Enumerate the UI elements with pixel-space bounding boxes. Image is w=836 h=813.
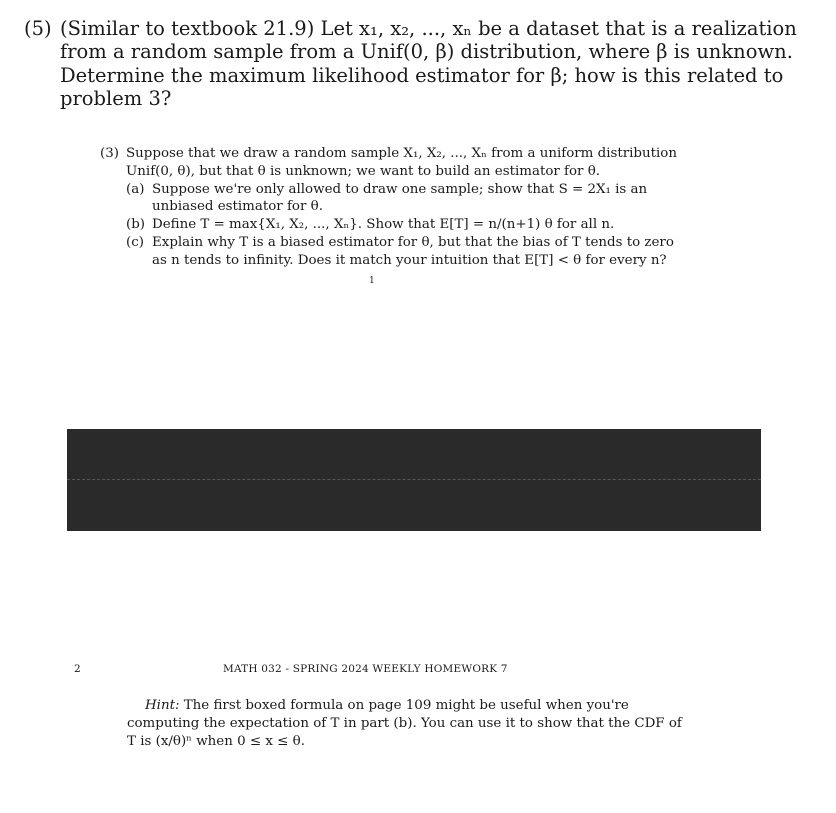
problem-5-number: (5) bbox=[24, 17, 52, 40]
problem-3-part-b bbox=[126, 216, 680, 234]
hint bbox=[127, 697, 687, 750]
problem-3-part-a bbox=[126, 181, 680, 217]
problem-3-number: (3) bbox=[100, 146, 119, 161]
part-text: Define T = max{X₁, X₂, ..., Xₙ}. Show that E[T] = n/(n+1) θ for all n. bbox=[152, 217, 615, 233]
problem-3-intro: Suppose that we draw a random sample X₁, X₂, ..., Xₙ from a uniform distribution Unif(0, θ), but that θ is unknown; we want to build an estimator for θ. bbox=[126, 146, 677, 179]
part-label: (c) bbox=[126, 235, 144, 251]
problem-5-text: (Similar to textbook 21.9) Let x₁, x₂, ..., xₙ be a dataset that is a realization from a random sample from a Unif(0, β) distribution, where β is unknown. Determine the maximum likelihood estimator for β; how is this related to problem 3? bbox=[60, 17, 797, 111]
problem-3 bbox=[100, 145, 680, 270]
hint-text: The first boxed formula on page 109 might be useful when you're computing the expectation of T in part (b). You can use it to show that the CDF of T is (x/θ)ⁿ when 0 ≤ x ≤ θ. bbox=[127, 698, 682, 749]
hint-label: Hint: bbox=[145, 698, 180, 713]
part-text: Suppose we're only allowed to draw one sample; show that S = 2X₁ is an unbiased estimator for θ. bbox=[152, 181, 648, 215]
redaction-block bbox=[67, 429, 761, 531]
part-text: Explain why T is a biased estimator for θ, but that the bias of T tends to zero as n tends to infinity. Does it match your intuition that E[T] < θ for every n? bbox=[152, 235, 674, 268]
problem-3-parts bbox=[126, 181, 680, 270]
part-label: (b) bbox=[126, 217, 146, 233]
page-number-first: 1 bbox=[369, 276, 375, 286]
page-header: MATH 032 - SPRING 2024 WEEKLY HOMEWORK 7 bbox=[223, 663, 508, 675]
page-number-second: 2 bbox=[74, 663, 81, 675]
problem-3-part-c bbox=[126, 234, 680, 270]
part-label: (a) bbox=[126, 181, 145, 197]
problem-5 bbox=[24, 17, 814, 111]
page-seam bbox=[67, 479, 761, 480]
